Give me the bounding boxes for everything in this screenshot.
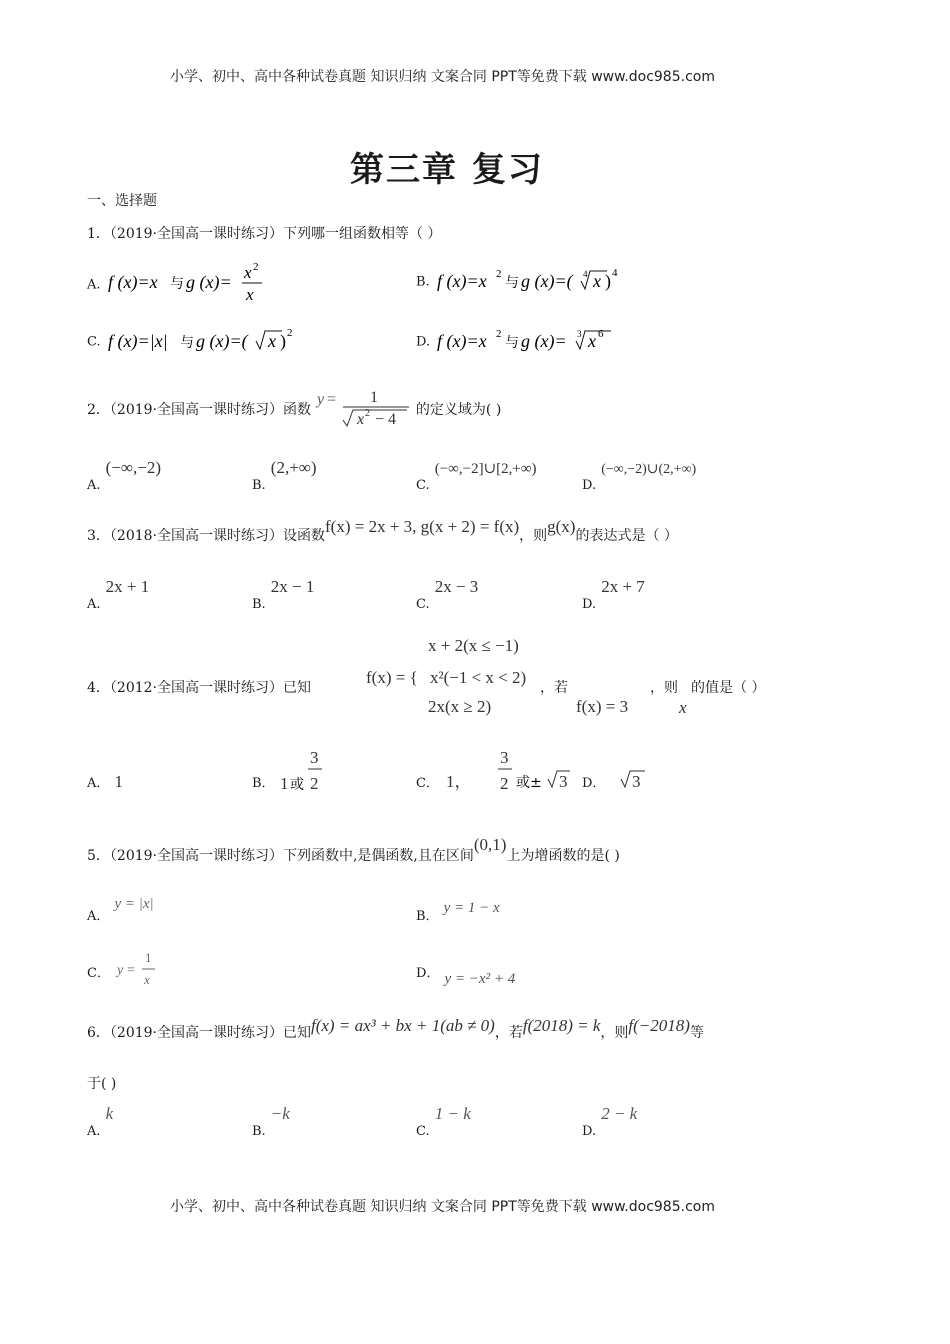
svg-text:=: = xyxy=(327,391,337,408)
svg-text:g (x)=: g (x)= xyxy=(521,331,567,351)
question-3-option-c[interactable] xyxy=(416,577,479,612)
stem-math xyxy=(315,390,411,430)
question-3-option-a[interactable] xyxy=(87,577,150,612)
page-header: 小学、初中、高中各种试卷真题 知识归纳 文案合同 PPT等免费下载 www.doc985.com xyxy=(170,69,715,85)
svg-text:3: 3 xyxy=(577,329,582,339)
question-6-stem xyxy=(87,1016,704,1042)
svg-text:3: 3 xyxy=(559,772,568,791)
option-label: A. xyxy=(87,1124,101,1139)
svg-text:g (x)=(: g (x)=( xyxy=(520,271,573,291)
option-math xyxy=(106,325,306,357)
option-label: A． xyxy=(87,776,110,791)
stem-text: ，则 xyxy=(519,528,548,544)
option-label: D． xyxy=(416,966,440,981)
stem-math: (0,1) xyxy=(473,835,507,854)
option-label: A． xyxy=(87,909,110,924)
option-label: A. xyxy=(87,597,101,612)
svg-text:2: 2 xyxy=(496,328,502,340)
question-4-piece-1: x + 2(x ≤ −1) xyxy=(428,636,519,655)
option-math xyxy=(435,265,635,297)
svg-text:2: 2 xyxy=(500,774,509,793)
svg-text:1: 1 xyxy=(370,390,379,406)
svg-text:3: 3 xyxy=(309,748,319,767)
svg-text:1，: 1， xyxy=(446,772,472,791)
option-label: C. xyxy=(416,478,430,493)
svg-text:): ) xyxy=(604,271,611,291)
question-3-option-d[interactable] xyxy=(582,577,645,612)
stem-text: 2．（2019·全国高一课时练习）函数 xyxy=(87,402,311,418)
question-3-stem xyxy=(87,517,678,545)
question-4-option-b[interactable] xyxy=(252,745,350,795)
option-math xyxy=(611,745,661,795)
question-1-option-d[interactable] xyxy=(416,325,635,357)
svg-text:与: 与 xyxy=(505,335,520,351)
option-label: D. xyxy=(416,334,431,350)
option-math: 2 − k xyxy=(601,1104,638,1123)
option-label: B． xyxy=(416,909,439,924)
option-math: (−∞,−2]∪[2,+∞) xyxy=(434,461,537,477)
stem-math: g(x) xyxy=(547,517,576,536)
svg-text:2: 2 xyxy=(309,774,319,793)
question-4-condition: f(x) = 3 xyxy=(576,697,629,716)
option-label: C． xyxy=(87,966,110,981)
option-label: D. xyxy=(582,597,597,612)
question-2-stem xyxy=(87,390,501,430)
option-math: y = |x| xyxy=(114,896,154,912)
svg-text:x: x xyxy=(144,972,150,987)
option-label: C. xyxy=(416,597,430,612)
stem-text: 3．（2018·全国高一课时练习）设函数 xyxy=(87,528,325,544)
option-math: 1 − k xyxy=(434,1104,471,1123)
question-4-stem-mid2: ，则 xyxy=(650,680,678,696)
question-2-option-b[interactable] xyxy=(252,458,317,493)
svg-text:或±: 或± xyxy=(516,775,542,791)
question-1-option-c[interactable] xyxy=(87,325,306,357)
question-3-option-b[interactable] xyxy=(252,577,315,612)
question-1-option-a[interactable] xyxy=(87,262,266,306)
option-label: B． xyxy=(252,776,275,791)
option-math: (2,+∞) xyxy=(270,458,317,477)
option-label: C. xyxy=(87,334,101,350)
option-math: 2x − 1 xyxy=(270,577,315,596)
svg-text:g (x)=(: g (x)=( xyxy=(195,331,248,351)
svg-text:f (x)=x: f (x)=x xyxy=(437,331,487,351)
option-math: 2x + 1 xyxy=(105,577,150,596)
option-math: y = 1 − x xyxy=(443,900,500,916)
stem-text: 6．（2019·全国高一课时练习）已知 xyxy=(87,1025,311,1041)
page-title: 第三章 复习 xyxy=(350,150,544,190)
question-6-option-d[interactable] xyxy=(582,1104,638,1139)
question-4-piece-3: 2x(x ≥ 2) xyxy=(428,697,492,716)
stem-math: f(−2018) xyxy=(628,1016,690,1035)
svg-text:x: x xyxy=(243,263,252,282)
option-label: A. xyxy=(87,478,101,493)
option-math xyxy=(106,262,266,306)
svg-text:− 4: − 4 xyxy=(375,411,397,428)
option-math xyxy=(435,325,635,357)
question-4-option-d[interactable] xyxy=(582,745,661,795)
svg-text:=: = xyxy=(127,963,135,978)
option-math: k xyxy=(105,1104,114,1123)
svg-text:y: y xyxy=(317,391,325,408)
option-math: (−∞,−2) xyxy=(105,458,161,477)
page-footer: 小学、初中、高中各种试卷真题 知识归纳 文案合同 PPT等免费下载 www.doc985.com xyxy=(170,1199,715,1215)
stem-text: ，若 xyxy=(494,1025,523,1041)
svg-text:x: x xyxy=(357,411,365,428)
question-1-option-b[interactable] xyxy=(416,265,635,297)
question-4-option-a[interactable] xyxy=(87,772,123,792)
svg-text:2: 2 xyxy=(252,262,259,273)
stem-text: ，则 xyxy=(600,1025,629,1041)
stem-text: 上为增函数的是( ) xyxy=(506,848,620,864)
stem-math: f(x) = ax³ + bx + 1(ab ≠ 0) xyxy=(311,1016,495,1035)
option-label: D． xyxy=(582,776,606,791)
svg-text:与: 与 xyxy=(504,275,519,291)
question-6-option-c[interactable] xyxy=(416,1104,471,1139)
option-math: −k xyxy=(270,1104,290,1123)
svg-text:f (x)=x: f (x)=x xyxy=(107,272,158,292)
question-6-option-a[interactable] xyxy=(87,1104,114,1139)
question-4-stem-mid1: ，若 xyxy=(540,680,568,696)
stem-text: 的定义域为( ) xyxy=(415,402,502,418)
option-math xyxy=(115,950,165,990)
stem-text: 的表达式是（ ） xyxy=(575,528,678,544)
svg-text:): ) xyxy=(279,331,286,351)
question-2-option-c[interactable] xyxy=(416,458,537,493)
svg-text:x: x xyxy=(245,285,254,304)
svg-text:6: 6 xyxy=(598,328,604,340)
question-4-stem-before: 4．（2012·全国高一课时练习）已知 xyxy=(87,680,311,696)
svg-text:4: 4 xyxy=(582,269,588,279)
svg-text:2: 2 xyxy=(365,408,371,419)
question-4-option-c[interactable] xyxy=(416,745,584,795)
question-4-piecewise-lhs: f(x) = { xyxy=(366,668,418,687)
option-math: y = −x² + 4 xyxy=(444,971,516,987)
option-label: D. xyxy=(582,1124,597,1139)
svg-text:1: 1 xyxy=(279,774,289,793)
option-math: (−∞,−2)∪(2,+∞) xyxy=(601,462,697,477)
question-1-stem: 1．（2019·全国高一课时练习）下列哪一组函数相等（ ） xyxy=(87,226,442,242)
option-math: 2x − 3 xyxy=(434,577,479,596)
option-label: B. xyxy=(416,274,430,290)
question-2-option-d[interactable] xyxy=(582,458,697,493)
question-4-stem-after: 的值是（ ） xyxy=(691,680,766,696)
option-math: 1 xyxy=(114,772,123,791)
question-6-stem-continued: 于( ) xyxy=(87,1076,117,1092)
stem-math: f(x) = 2x + 3, g(x + 2) = f(x) xyxy=(325,517,520,536)
svg-text:2: 2 xyxy=(286,327,293,339)
question-4-piece-2: x²(−1 < x < 2) xyxy=(430,668,527,687)
question-5-option-b[interactable] xyxy=(416,897,500,924)
svg-text:或: 或 xyxy=(289,777,304,793)
stem-math: f(2018) = k xyxy=(522,1016,601,1035)
svg-text:4: 4 xyxy=(611,267,618,279)
option-math xyxy=(280,745,350,795)
question-5-stem xyxy=(87,835,620,865)
option-label: B. xyxy=(252,1124,266,1139)
svg-text:y: y xyxy=(117,963,124,978)
question-6-option-b[interactable] xyxy=(252,1104,290,1139)
question-5-option-a[interactable] xyxy=(87,893,154,924)
option-label: B. xyxy=(252,478,266,493)
svg-text:x: x xyxy=(267,331,276,351)
svg-text:3: 3 xyxy=(631,772,641,791)
option-label: A. xyxy=(87,277,101,293)
svg-text:f (x)=|x|: f (x)=|x| xyxy=(107,331,168,351)
option-label: D. xyxy=(582,478,597,493)
option-label: B. xyxy=(252,597,266,612)
stem-text: 等 xyxy=(689,1025,704,1041)
svg-text:与: 与 xyxy=(179,335,194,351)
svg-text:g (x)=: g (x)= xyxy=(185,272,232,292)
section-heading: 一、选择题 xyxy=(87,193,157,209)
svg-text:f (x)=x: f (x)=x xyxy=(436,271,487,291)
option-label: C. xyxy=(416,1124,430,1139)
svg-text:1: 1 xyxy=(145,950,152,965)
stem-text: 5．（2019·全国高一课时练习）下列函数中,是偶函数,且在区间 xyxy=(87,848,474,864)
option-math xyxy=(444,745,584,795)
svg-text:与: 与 xyxy=(169,276,184,292)
svg-text:x: x xyxy=(592,271,601,291)
option-math: 2x + 7 xyxy=(601,577,645,596)
svg-text:3: 3 xyxy=(500,748,509,767)
question-4-var: x xyxy=(679,698,687,717)
question-5-option-d[interactable] xyxy=(416,962,516,987)
svg-text:2: 2 xyxy=(495,268,502,280)
option-label: C． xyxy=(416,776,439,791)
question-5-option-c[interactable] xyxy=(87,950,165,990)
question-2-option-a[interactable] xyxy=(87,458,161,493)
svg-text:x: x xyxy=(588,331,597,351)
